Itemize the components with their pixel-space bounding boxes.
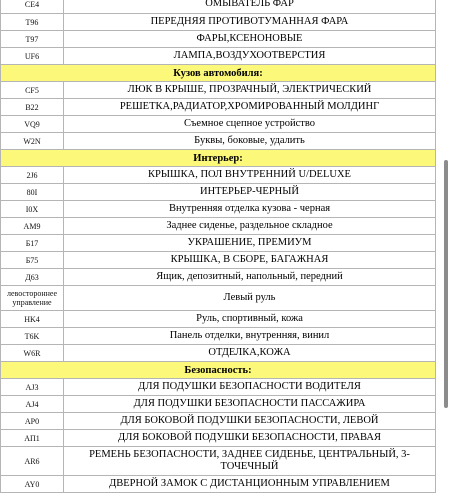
table-row — [1, 311, 436, 328]
option-code: AJ3 — [1, 379, 64, 396]
option-code: левостороннее управление — [1, 286, 64, 311]
option-code: AM9 — [1, 218, 64, 235]
option-code: W2N — [1, 133, 64, 150]
option-description: КРЫШКА, ПОЛ ВНУТРЕННИЙ U/DELUXE — [64, 167, 436, 184]
table-row — [1, 82, 436, 99]
option-code: VQ9 — [1, 116, 64, 133]
option-code: Б75 — [1, 252, 64, 269]
option-code: 80I — [1, 184, 64, 201]
option-description: УКРАШЕНИЕ, ПРЕМИУМ — [64, 235, 436, 252]
option-code: AP0 — [1, 413, 64, 430]
option-description: ИНТЕРЬЕР-ЧЕРНЫЙ — [64, 184, 436, 201]
option-description: Заднее сиденье, раздельное складное — [64, 218, 436, 235]
table-row — [1, 167, 436, 184]
option-description: Съемное сцепное устройство — [64, 116, 436, 133]
table-row — [1, 345, 436, 362]
option-description: ДЛЯ ПОДУШКИ БЕЗОПАСНОСТИ ПАССАЖИРА — [64, 396, 436, 413]
option-description: ФАРЫ,КСЕНОНОВЫЕ — [64, 31, 436, 48]
section-header-row — [1, 65, 436, 82]
table-row — [1, 99, 436, 116]
option-description: ДЛЯ БОКОВОЙ ПОДУШКИ БЕЗОПАСНОСТИ, ЛЕВОЙ — [64, 413, 436, 430]
option-code: T97 — [1, 31, 64, 48]
table-row — [1, 396, 436, 413]
table-row — [1, 379, 436, 396]
option-code: W6R — [1, 345, 64, 362]
table-row — [1, 413, 436, 430]
option-code: 2J6 — [1, 167, 64, 184]
option-description: ДЛЯ БОКОВОЙ ПОДУШКИ БЕЗОПАСНОСТИ, ПРАВАЯ — [64, 430, 436, 447]
table-row — [1, 328, 436, 345]
option-description: КРЫШКА, В СБОРЕ, БАГАЖНАЯ — [64, 252, 436, 269]
table-row — [1, 476, 436, 493]
table-row — [1, 269, 436, 286]
table-row — [1, 184, 436, 201]
table-row — [1, 201, 436, 218]
option-description: Внутренняя отделка кузова - черная — [64, 201, 436, 218]
option-code: T96 — [1, 14, 64, 31]
option-description: Панель отделки, внутренняя, винил — [64, 328, 436, 345]
option-code: AY0 — [1, 476, 64, 493]
table-row — [1, 218, 436, 235]
option-code: T6K — [1, 328, 64, 345]
section-header-row — [1, 362, 436, 379]
table-row — [1, 14, 436, 31]
option-code: CE4 — [1, 0, 64, 14]
option-description: Левый руль — [64, 286, 436, 311]
option-description: ДВЕРНОЙ ЗАМОК С ДИСТАНЦИОННЫМ УПРАВЛЕНИЕМ — [64, 476, 436, 493]
table-row — [1, 48, 436, 65]
section-header-row — [1, 150, 436, 167]
option-description: ЛЮК В КРЫШЕ, ПРОЗРАЧНЫЙ, ЭЛЕКТРИЧЕСКИЙ — [64, 82, 436, 99]
option-code: B22 — [1, 99, 64, 116]
option-description: ДЛЯ ПОДУШКИ БЕЗОПАСНОСТИ ВОДИТЕЛЯ — [64, 379, 436, 396]
option-description: ПЕРЕДНЯЯ ПРОТИВОТУМАННАЯ ФАРА — [64, 14, 436, 31]
option-description: ОМЫВАТЕЛЬ ФАР — [64, 0, 436, 14]
option-code: Д63 — [1, 269, 64, 286]
option-description: ЛАМПА,ВОЗДУХООТВЕРСТИЯ — [64, 48, 436, 65]
scrollbar[interactable] — [440, 0, 450, 480]
option-code: AR6 — [1, 447, 64, 476]
option-code: HK4 — [1, 311, 64, 328]
table-row — [1, 235, 436, 252]
table-row — [1, 286, 436, 311]
section-title: Кузов автомобиля: — [1, 65, 436, 82]
option-description: РЕШЕТКА,РАДИАТОР,ХРОМИРОВАННЫЙ МОЛДИНГ — [64, 99, 436, 116]
section-title: Интерьер: — [1, 150, 436, 167]
section-title: Безопасность: — [1, 362, 436, 379]
table-row — [1, 133, 436, 150]
option-description: Ящик, депозитный, напольный, передний — [64, 269, 436, 286]
option-description: ОТДЕЛКА,КОЖА — [64, 345, 436, 362]
option-code: AП1 — [1, 430, 64, 447]
option-description: Руль, спортивный, кожа — [64, 311, 436, 328]
option-description: Буквы, боковые, удалить — [64, 133, 436, 150]
table-row — [1, 447, 436, 476]
option-code: UF6 — [1, 48, 64, 65]
option-description: РЕМЕНЬ БЕЗОПАСНОСТИ, ЗАДНЕЕ СИДЕНЬЕ, ЦЕНТРАЛЬНЫЙ, 3-ТОЧЕЧНЫЙ — [64, 447, 436, 476]
table-row — [1, 252, 436, 269]
option-code: Б17 — [1, 235, 64, 252]
table-row — [1, 0, 436, 14]
option-code: I0X — [1, 201, 64, 218]
scrollbar-thumb[interactable] — [444, 160, 448, 408]
option-code: AJ4 — [1, 396, 64, 413]
table-row — [1, 116, 436, 133]
option-code: CF5 — [1, 82, 64, 99]
table-row — [1, 31, 436, 48]
table-row — [1, 430, 436, 447]
